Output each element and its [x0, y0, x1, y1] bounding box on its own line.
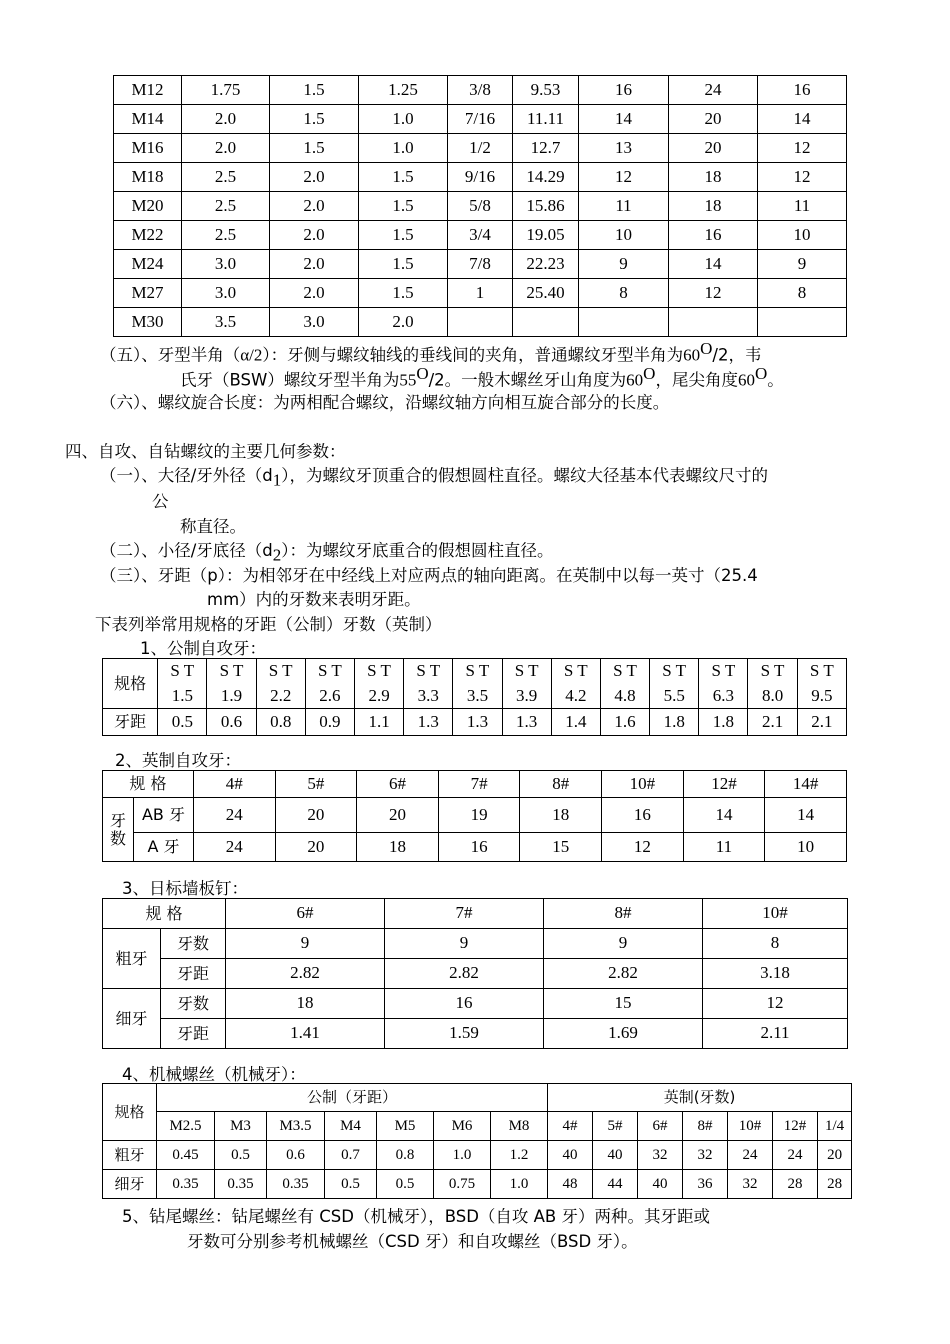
value-cell: 1.0 [434, 1141, 491, 1170]
size-prefix: S T [317, 661, 342, 680]
table-cell [513, 308, 579, 337]
table-cell: 9.53 [513, 76, 579, 105]
table-cell: 20 [669, 134, 758, 163]
value-cell: 28 [818, 1170, 852, 1199]
metric-pitch-header: 公制（牙距） [157, 1084, 548, 1112]
table-cell: 9 [758, 250, 847, 279]
size-cell: 6# [638, 1112, 683, 1141]
pitch-cell: 1.4 [551, 709, 600, 736]
pitch-cell: 2.1 [797, 709, 846, 736]
size-cell: 4# [193, 771, 275, 798]
table-cell: 11.11 [513, 105, 579, 134]
table-cell: 1.5 [270, 105, 359, 134]
table-cell: 11 [579, 192, 669, 221]
size-cell: M3.5 [267, 1112, 325, 1141]
table-1-title: 1、公制自攻牙： [140, 639, 266, 658]
size-prefix: S T [662, 661, 687, 680]
size-value: 2.9 [368, 685, 390, 705]
size-cell: M8 [491, 1112, 548, 1141]
value-cell: 0.45 [157, 1141, 215, 1170]
size-value: 4.8 [614, 685, 636, 705]
table-row [114, 163, 847, 192]
table-cell: 2.5 [182, 221, 270, 250]
value-cell: 40 [548, 1141, 593, 1170]
value-cell: 1.59 [385, 1019, 544, 1049]
table-cell: 2.0 [270, 279, 359, 308]
param-3-line-1: （三）、牙距（p）：为相邻牙在中经线上对应两点的轴向距离。在英制中以每一英寸（25.4 [100, 566, 758, 585]
pitch-cell: 1.3 [502, 709, 551, 736]
table-cell: 7/16 [448, 105, 513, 134]
size-cell [453, 659, 502, 709]
size-cell: 6# [226, 899, 385, 929]
param-1-line-2: 公 [152, 492, 169, 511]
table-cell: 1.75 [182, 76, 270, 105]
table-cell: 3/4 [448, 221, 513, 250]
size-cell: 5# [593, 1112, 638, 1141]
size-cell [502, 659, 551, 709]
pitch-cell: 1.1 [354, 709, 403, 736]
metric-thread-table [113, 75, 847, 337]
table-cell: 3.0 [182, 250, 270, 279]
table-cell: 10 [579, 221, 669, 250]
value-cell: 9 [544, 929, 703, 959]
table-row [114, 308, 847, 337]
size-cell: 7# [385, 899, 544, 929]
table-row [103, 1019, 848, 1049]
drywall-screw-table [102, 898, 848, 1049]
value-cell: 14 [683, 798, 765, 833]
spec-label: 规格 [103, 659, 158, 709]
size-cell [404, 659, 453, 709]
table-cell: 1.5 [359, 250, 448, 279]
group-label: 粗牙 [103, 929, 161, 989]
pitch-cell: 1.6 [600, 709, 649, 736]
size-prefix: S T [514, 661, 539, 680]
table-cell: M27 [114, 279, 182, 308]
size-cell: 7# [438, 771, 520, 798]
table-cell: 2.0 [270, 250, 359, 279]
table-cell: 14 [758, 105, 847, 134]
pitch-cell: 0.5 [158, 709, 207, 736]
value-cell: 24 [728, 1141, 773, 1170]
value-cell: 28 [773, 1170, 818, 1199]
size-value: 3.5 [466, 685, 489, 705]
table-row [114, 250, 847, 279]
size-value: 4.2 [565, 685, 587, 705]
value-cell: 15 [520, 833, 602, 862]
table-row [103, 929, 848, 959]
table-cell: 1.0 [359, 134, 448, 163]
size-cell: 4# [548, 1112, 593, 1141]
value-cell: 20 [275, 833, 357, 862]
value-cell: 11 [683, 833, 765, 862]
value-cell: 32 [638, 1141, 683, 1170]
size-cell: M2.5 [157, 1112, 215, 1141]
value-cell: 18 [357, 833, 439, 862]
table-cell: 24 [669, 76, 758, 105]
size-prefix: S T [563, 661, 588, 680]
size-cell [305, 659, 354, 709]
value-cell: 0.35 [267, 1170, 325, 1199]
value-cell: 16 [602, 798, 684, 833]
table-cell [669, 308, 758, 337]
value-cell: 40 [593, 1141, 638, 1170]
pitch-cell: 2.1 [748, 709, 797, 736]
table-cell: 14.29 [513, 163, 579, 192]
size-value: 9.5 [811, 685, 833, 705]
size-cell [207, 659, 256, 709]
table-cell: 1.5 [359, 221, 448, 250]
size-cell: 5# [275, 771, 357, 798]
value-cell: 32 [728, 1170, 773, 1199]
table-cell: 16 [669, 221, 758, 250]
size-prefix: S T [170, 661, 195, 680]
table-cell: 3/8 [448, 76, 513, 105]
table-cell: 20 [669, 105, 758, 134]
row-label: 牙数 [161, 989, 226, 1019]
table-cell: M14 [114, 105, 182, 134]
param-1-line-1: （一）、大径/牙外径$(d_1)$，为螺纹牙顶重合的假想圆柱直径。螺纹大径基本代表螺纹尺寸的 [100, 466, 769, 490]
size-value: 3.9 [516, 685, 538, 705]
table-cell: 12 [669, 279, 758, 308]
table-cell: 3.0 [182, 279, 270, 308]
value-cell: 20 [357, 798, 439, 833]
value-cell: 15 [544, 989, 703, 1019]
value-cell: 40 [638, 1170, 683, 1199]
table-cell: 16 [758, 76, 847, 105]
table-cell [579, 308, 669, 337]
value-cell: 12 [602, 833, 684, 862]
size-value: 3.3 [417, 685, 439, 705]
table-cell: 14 [579, 105, 669, 134]
table-cell: 1.25 [359, 76, 448, 105]
size-cell: M5 [377, 1112, 434, 1141]
value-cell: 0.35 [157, 1170, 215, 1199]
section-5-line-2: 氏牙（BSW）螺纹牙型半角为$55^O/2$。一般木螺丝牙山角度为$60^O$，尾尖角度$60^O$。 [180, 364, 784, 390]
pitch-cell: 0.6 [207, 709, 256, 736]
size-cell: M3 [215, 1112, 267, 1141]
table-cell: 7/8 [448, 250, 513, 279]
table-row [114, 105, 847, 134]
table-cell: M16 [114, 134, 182, 163]
table-cell: 1/2 [448, 134, 513, 163]
table-cell: 16 [579, 76, 669, 105]
pitch-cell: 1.8 [650, 709, 699, 736]
pitch-cell: 1.8 [699, 709, 748, 736]
row-label: 牙数 [161, 929, 226, 959]
drill-screw-line-1: 5、钻尾螺丝：钻尾螺丝有 CSD（机械牙），BSD（自攻 AB 牙）两种。其牙距或 [122, 1207, 710, 1226]
value-cell: 19 [438, 798, 520, 833]
value-cell: 14 [765, 798, 847, 833]
value-cell: 10 [765, 833, 847, 862]
value-cell: 0.35 [215, 1170, 267, 1199]
size-value: 5.5 [663, 685, 685, 705]
section-6: （六）、螺纹旋合长度：为两相配合螺纹，沿螺纹轴方向相互旋合部分的长度。 [100, 393, 670, 412]
machine-screw-table [102, 1083, 852, 1199]
size-cell [256, 659, 305, 709]
table-cell: 11 [758, 192, 847, 221]
size-cell [699, 659, 748, 709]
size-cell: 10# [728, 1112, 773, 1141]
size-cell: 1/4 [818, 1112, 852, 1141]
size-cell [797, 659, 846, 709]
row-label: 牙距 [161, 959, 226, 989]
value-cell: 24 [193, 798, 275, 833]
value-cell: 8 [703, 929, 848, 959]
size-prefix: S T [711, 661, 736, 680]
size-cell: 12# [773, 1112, 818, 1141]
value-cell: 20 [275, 798, 357, 833]
imperial-self-tapping-table [102, 770, 847, 862]
section-5-line-1: （五）、牙型半角（α/2）：牙侧与螺纹轴线的垂线间的夹角，普通螺纹牙型半角为$60^O/2$，韦 [100, 339, 762, 365]
value-cell: 18 [520, 798, 602, 833]
size-cell: 6# [357, 771, 439, 798]
table-cell: 1.5 [359, 192, 448, 221]
table-row [114, 76, 847, 105]
table-row [103, 959, 848, 989]
table-cell: 3.5 [182, 308, 270, 337]
value-cell: 0.5 [377, 1170, 434, 1199]
table-cell: 1.0 [359, 105, 448, 134]
pitch-label: 牙距 [103, 709, 158, 736]
table-cell: 22.23 [513, 250, 579, 279]
param-2: （二）、小径/牙底径$(d_2)$：为螺纹牙底重合的假想圆柱直径。 [100, 541, 554, 565]
table-cell: 14 [669, 250, 758, 279]
size-cell: M6 [434, 1112, 491, 1141]
table-cell: 8 [758, 279, 847, 308]
table-cell [758, 308, 847, 337]
value-cell: 2.11 [703, 1019, 848, 1049]
table-cell: 18 [669, 192, 758, 221]
pitch-cell: 1.3 [404, 709, 453, 736]
value-cell: 16 [385, 989, 544, 1019]
thread-count-group: 牙 数 [103, 798, 134, 862]
table-cell: 2.0 [182, 105, 270, 134]
table-cell: M18 [114, 163, 182, 192]
table-cell: 2.5 [182, 192, 270, 221]
param-3-line-2: mm）内的牙数来表明牙距。 [207, 590, 421, 609]
table-cell: 12 [758, 134, 847, 163]
size-prefix: S T [760, 661, 785, 680]
row-label: AB 牙 [134, 798, 194, 833]
value-cell: 1.69 [544, 1019, 703, 1049]
table-cell: 12 [758, 163, 847, 192]
table-row [114, 134, 847, 163]
size-value: 2.2 [270, 685, 292, 705]
value-cell: 24 [193, 833, 275, 862]
pitch-cell: 0.9 [305, 709, 354, 736]
size-cell [551, 659, 600, 709]
value-cell: 18 [226, 989, 385, 1019]
metric-self-tapping-table [102, 658, 847, 736]
table-row [114, 221, 847, 250]
size-cell [650, 659, 699, 709]
row-label: A 牙 [134, 833, 194, 862]
table-cell: 1.5 [359, 279, 448, 308]
heading-section-4: 四、自攻、自钻螺纹的主要几何参数： [65, 442, 346, 461]
table-row [114, 279, 847, 308]
table-cell: 2.5 [182, 163, 270, 192]
table-cell: 12.7 [513, 134, 579, 163]
size-value: 6.3 [712, 685, 734, 705]
value-cell: 2.82 [544, 959, 703, 989]
value-cell: 0.7 [325, 1141, 377, 1170]
size-prefix: S T [416, 661, 441, 680]
value-cell: 1.2 [491, 1141, 548, 1170]
size-prefix: S T [613, 661, 637, 680]
table-3-title: 3、日标墙板钉： [122, 879, 248, 898]
size-cell: 8# [520, 771, 602, 798]
size-cell: 8# [683, 1112, 728, 1141]
value-cell: 16 [438, 833, 520, 862]
table-cell: 9 [579, 250, 669, 279]
table-cell: 19.05 [513, 221, 579, 250]
table-cell: M22 [114, 221, 182, 250]
spec-label: 规格 [103, 1084, 157, 1141]
table-cell: M30 [114, 308, 182, 337]
table-cell [448, 308, 513, 337]
size-cell: 14# [765, 771, 847, 798]
table-cell: 1 [448, 279, 513, 308]
size-prefix: S T [268, 661, 293, 680]
size-value: 8.0 [761, 685, 784, 705]
value-cell: 24 [773, 1141, 818, 1170]
value-cell: 3.18 [703, 959, 848, 989]
value-cell: 0.75 [434, 1170, 491, 1199]
table-cell: 2.0 [270, 192, 359, 221]
row-label: 粗牙 [103, 1141, 157, 1170]
value-cell: 2.82 [226, 959, 385, 989]
table-cell: 1.5 [270, 134, 359, 163]
size-prefix: S T [367, 661, 391, 680]
group-label: 细牙 [103, 989, 161, 1049]
table-cell: 10 [758, 221, 847, 250]
size-cell: 10# [602, 771, 684, 798]
table-cell: 2.0 [182, 134, 270, 163]
table-cell: 5/8 [448, 192, 513, 221]
value-cell: 1.41 [226, 1019, 385, 1049]
table-row [103, 989, 848, 1019]
table-cell: 18 [669, 163, 758, 192]
value-cell: 12 [703, 989, 848, 1019]
size-cell: M4 [325, 1112, 377, 1141]
value-cell: 36 [683, 1170, 728, 1199]
table-cell: 1.5 [359, 163, 448, 192]
table-cell: 15.86 [513, 192, 579, 221]
size-cell [600, 659, 649, 709]
size-value: 1.9 [220, 685, 243, 705]
row-label: 细牙 [103, 1170, 157, 1199]
param-1-line-3: 称直径。 [180, 517, 246, 536]
intro-text: 下表列举常用规格的牙距（公制）牙数（英制） [95, 615, 442, 634]
value-cell: 1.0 [491, 1170, 548, 1199]
value-cell: 9 [385, 929, 544, 959]
row-label: 牙距 [161, 1019, 226, 1049]
value-cell: 32 [683, 1141, 728, 1170]
value-cell: 48 [548, 1170, 593, 1199]
size-value: 2.6 [319, 685, 341, 705]
value-cell: 0.6 [267, 1141, 325, 1170]
pitch-cell: 1.3 [453, 709, 502, 736]
spec-header: 规 格 [103, 771, 194, 798]
size-prefix: S T [809, 661, 834, 680]
table-cell: M24 [114, 250, 182, 279]
table-4-title: 4、机械螺丝（机械牙）： [122, 1065, 306, 1084]
table-cell: 12 [579, 163, 669, 192]
table-cell: M20 [114, 192, 182, 221]
size-prefix: S T [219, 661, 244, 680]
size-cell [354, 659, 403, 709]
imperial-count-header: 英制(牙数) [548, 1084, 852, 1112]
value-cell: 0.5 [215, 1141, 267, 1170]
value-cell: 9 [226, 929, 385, 959]
table-cell: 8 [579, 279, 669, 308]
value-cell: 0.8 [377, 1141, 434, 1170]
table-cell: 2.0 [270, 221, 359, 250]
spec-header: 规 格 [103, 899, 226, 929]
table-cell: 9/16 [448, 163, 513, 192]
value-cell: 20 [818, 1141, 852, 1170]
table-cell: 2.0 [270, 163, 359, 192]
size-cell: 10# [703, 899, 848, 929]
table-2-title: 2、英制自攻牙： [115, 751, 241, 770]
pitch-cell: 0.8 [256, 709, 305, 736]
drill-screw-line-2: 牙数可分别参考机械螺丝（CSD 牙）和自攻螺丝（BSD 牙）。 [187, 1232, 638, 1251]
table-cell: 2.0 [359, 308, 448, 337]
size-cell [158, 659, 207, 709]
value-cell: 0.5 [325, 1170, 377, 1199]
size-cell: 8# [544, 899, 703, 929]
value-cell: 44 [593, 1170, 638, 1199]
table-cell: 25.40 [513, 279, 579, 308]
value-cell: 2.82 [385, 959, 544, 989]
size-cell [748, 659, 797, 709]
size-cell: 12# [683, 771, 765, 798]
table-cell: 3.0 [270, 308, 359, 337]
table-cell: M12 [114, 76, 182, 105]
table-row [114, 192, 847, 221]
table-cell: 13 [579, 134, 669, 163]
size-value: 1.5 [171, 685, 193, 705]
size-prefix: S T [465, 661, 490, 680]
table-cell: 1.5 [270, 76, 359, 105]
